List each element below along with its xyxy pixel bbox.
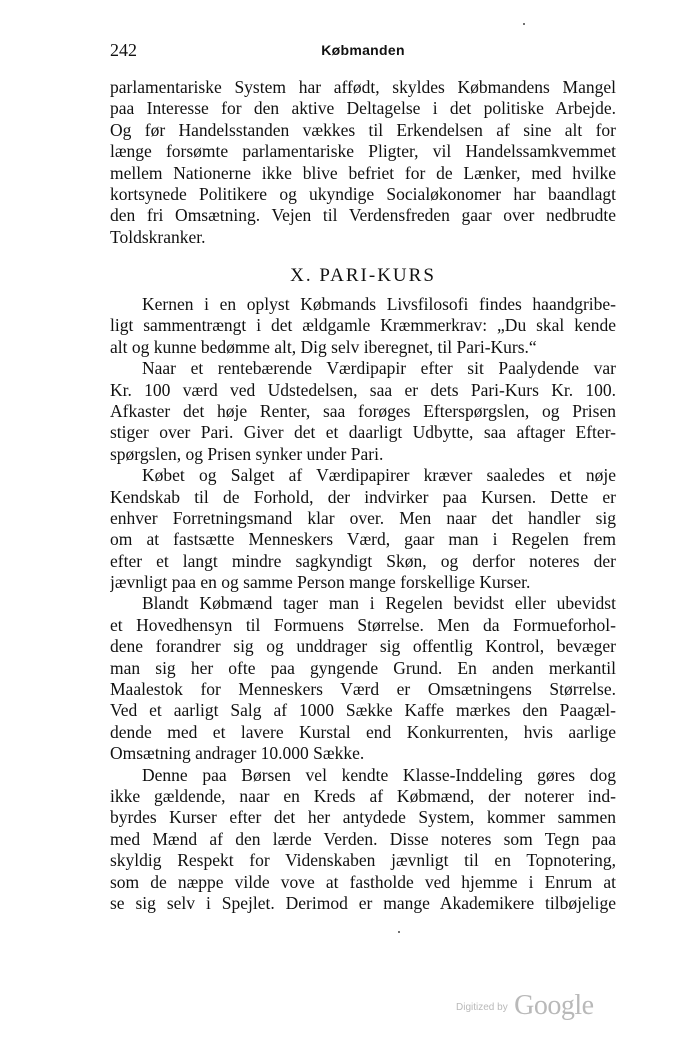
text-line: dene forandrer sig og unddrager sig offentlig Kontrol, bevæger: [110, 636, 616, 657]
google-logo: Google: [514, 990, 594, 1021]
text-line: Maalestok for Menneskers Værd er Omsætningens Størrelse.: [110, 679, 616, 700]
digitized-watermark: [456, 990, 594, 1022]
text-line: Toldskranker.: [110, 226, 206, 247]
text-line: et Hovedhensyn til Formuens Størrelse. Men da Formueforhol-: [110, 614, 616, 635]
preceding-paragraph: [110, 77, 616, 248]
text-line: Blandt Købmænd tager man i Regelen bevidst eller ubevidst: [142, 593, 616, 614]
section-body: [110, 294, 616, 914]
text-line: skyldig Respekt for Videnskaben jævnligt til en Topnotering,: [110, 850, 616, 871]
text-line: mellem Nationerne ikke blive befriet for de Lænker, med hvilke: [110, 162, 616, 183]
watermark-prefix: Digitized by: [456, 1002, 508, 1013]
text-line: den fri Omsætning. Vejen til Verdensfreden gaar over nedbrudte: [110, 205, 616, 226]
page-header: [110, 40, 616, 64]
text-line: Afkaster det høje Renter, saa forøges Efterspørgslen, og Prisen: [110, 400, 616, 421]
text-line: dende med et lavere Kurstal end Konkurrenten, hvis aarlige: [110, 721, 616, 742]
scan-speck: [398, 931, 400, 933]
text-line: paa Interesse for den aktive Deltagelse i det politiske Arbejde.: [110, 98, 616, 119]
text-line: Kendskab til de Forhold, der indvirker paa Kursen. Dette er: [110, 486, 616, 507]
text-line: enhver Forretningsmand klar over. Men naar det handler sig: [110, 507, 616, 528]
text-line: Ved et aarligt Salg af 1000 Sække Kaffe mærkes den Paagæl-: [110, 700, 616, 721]
text-line: længe forsømte parlamentariske Pligter, vil Handelssamkvemmet: [110, 141, 616, 162]
text-line: ikke gældende, naar en Kreds af Købmænd, der noterer ind-: [110, 785, 616, 806]
section-heading: X. PARI-KURS: [290, 265, 436, 286]
text-line: kortsynede Politikere og ukyndige Socialøkonomer har baandlagt: [110, 183, 616, 204]
text-line: Omsætning andrager 10.000 Sække.: [110, 743, 365, 764]
text-line: Kr. 100 værd ved Udstedelsen, saa er dets Pari-Kurs Kr. 100.: [110, 379, 616, 400]
text-line: jævnligt paa en og samme Person mange forskellige Kurser.: [110, 572, 531, 593]
text-line: som de næppe vilde vove at fastholde ved hjemme i Enrum at: [110, 871, 616, 892]
text-line: Og før Handelsstanden vækkes til Erkendelsen af sine alt for: [110, 119, 616, 140]
scan-speck: [523, 23, 525, 25]
text-line: man sig her ofte paa gyngende Grund. En anden merkantil: [110, 657, 616, 678]
text-line: spørgslen, og Prisen synker under Pari.: [110, 443, 384, 464]
text-line: Naar et rentebærende Værdipapir efter sit Paalydende var: [142, 358, 616, 379]
text-line: Kernen i en oplyst Købmands Livsfilosofi findes haandgribe-: [142, 294, 616, 314]
text-line: Denne paa Børsen vel kendte Klasse-Inddeling gøres dog: [142, 764, 616, 785]
text-line: parlamentariske System har affødt, skyldes Købmandens Mangel: [110, 77, 616, 97]
text-line: byrdes Kurser efter det her antydede System, kommer sammen: [110, 807, 616, 828]
text-line: med Mænd af den lærde Verden. Disse noteres som Tegn paa: [110, 828, 616, 849]
text-line: ligt sammentrængt i det ældgamle Kræmmerkrav: „Du skal kende: [110, 315, 616, 336]
text-line: efter et langt mindre sagkyndigt Skøn, og derfor noteres der: [110, 550, 616, 571]
running-title: Købmanden: [321, 42, 405, 58]
text-line: se sig selv i Spejlet. Derimod er mange Akademikere tilbøjelige: [110, 892, 616, 913]
text-line: Købet og Salget af Værdipapirer kræver saaledes et nøje: [142, 465, 616, 486]
text-line: alt og kunne bedømme alt, Dig selv iberegnet, til Pari-Kurs.“: [110, 336, 537, 357]
text-line: stiger over Pari. Giver det et daarligt Udbytte, saa aftager Efter-: [110, 422, 616, 443]
text-line: om at fastsætte Menneskers Værd, gaar man i Regelen frem: [110, 529, 616, 550]
page-number: 242: [110, 40, 137, 60]
